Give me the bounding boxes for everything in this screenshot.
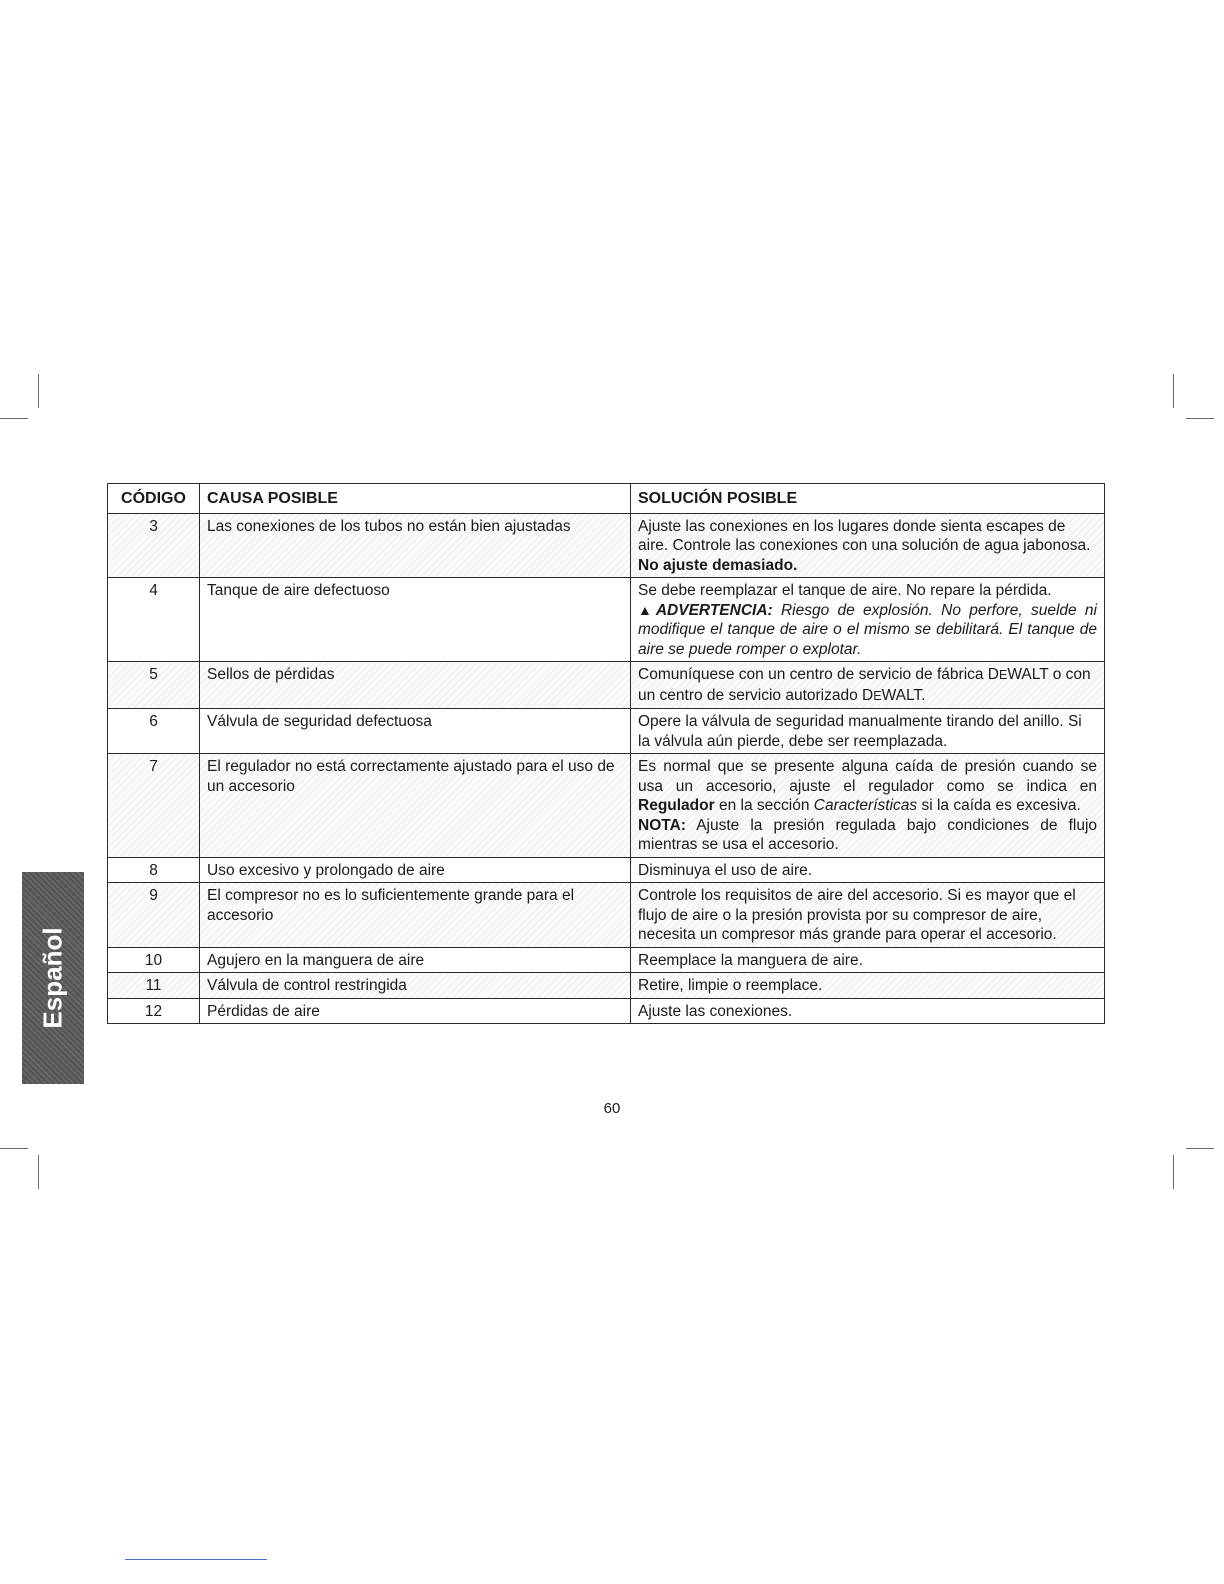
solution-emphasis: Regulador [638,797,715,814]
row-code: 12 [108,998,200,1024]
table-row [108,754,1105,858]
solution-text: Es normal que se presente alguna caída de presión cuando se usa un accesorio, ajuste el regulador como se indica en [638,758,1097,795]
table-row [108,662,1105,709]
row-solution: Disminuya el uso de aire. [631,857,1105,883]
row-cause: Uso excesivo y prolongado de aire [200,857,631,883]
table-row [108,947,1105,973]
row-code: 8 [108,857,200,883]
header-solution: SOLUCIÓN POSIBLE [631,484,1105,514]
row-cause: Válvula de seguridad defectuosa [200,709,631,754]
solution-text: Comuníquese con un centro de servicio de fábrica D [638,666,1000,683]
solution-text: si la caída es excesiva. [921,797,1081,814]
table-row [108,857,1105,883]
warning-text: Riesgo de explosión. No perfore, suelde ni modifique el tanque de aire o el mismo se debilitará. El tanque de aire se puede romper o explotar. [638,601,1097,658]
table-row [108,883,1105,948]
solution-emphasis: No ajuste demasiado. [638,556,798,574]
warning-icon: ▲ [638,601,656,618]
language-tab [22,872,84,1084]
crop-mark [1173,374,1174,408]
row-cause: Válvula de control restringida [200,973,631,999]
table-row [108,973,1105,999]
row-solution: Controle los requisitos de aire del accesorio. Si es mayor que el flujo de aire o la presión provista por su compresor de aire, necesita un compresor más grande para operar el accesorio. [631,883,1105,948]
row-cause: Pérdidas de aire [200,998,631,1024]
row-code: 9 [108,883,200,948]
crop-mark [1173,1155,1174,1189]
table-row [108,998,1105,1024]
troubleshooting-table [107,483,1105,1024]
row-code: 4 [108,578,200,662]
solution-text: WALT. [881,686,926,704]
row-code: 3 [108,513,200,578]
crop-mark [38,1155,39,1189]
row-solution: Opere la válvula de seguridad manualmente tirando del anillo. Si la válvula aún pierde, debe ser reemplazada. [631,709,1105,754]
row-solution: Retire, limpie o reemplace. [631,973,1105,999]
row-cause: Las conexiones de los tubos no están bien ajustadas [200,513,631,578]
language-tab-label: Español [37,927,68,1029]
crop-mark [0,418,28,419]
note-text: Ajuste la presión regulada bajo condiciones de flujo mientras se usa el accesorio. [638,816,1098,853]
note-label: NOTA: [638,816,686,834]
warning-label: ADVERTENCIA: [655,601,773,619]
row-code: 5 [108,662,200,709]
row-solution: Ajuste las conexiones. [631,998,1105,1024]
brand-small-cap: E [873,688,882,703]
crop-mark [38,374,39,408]
row-solution [631,754,1105,858]
footer-rule [125,1559,267,1560]
row-solution [631,662,1105,709]
header-code: CÓDIGO [108,484,200,514]
row-code: 10 [108,947,200,973]
table-header-row [108,484,1105,514]
header-cause: CAUSA POSIBLE [200,484,631,514]
row-code: 6 [108,709,200,754]
row-solution: Reemplace la manguera de aire. [631,947,1105,973]
solution-text: Se debe reemplazar el tanque de aire. No repare la pérdida. [638,582,1052,599]
table-row [108,578,1105,662]
row-code: 11 [108,973,200,999]
crop-mark [1186,418,1214,419]
solution-text: Ajuste las conexiones en los lugares donde sienta escapes de aire. Controle las conexiones con una solución de agua jabonosa. [638,517,1091,554]
solution-text: en la sección [718,797,810,814]
row-cause: Tanque de aire defectuoso [200,578,631,662]
row-solution [631,513,1105,578]
row-code: 7 [108,754,200,858]
page-number: 60 [603,1100,621,1117]
table-row [108,513,1105,578]
table-row [108,709,1105,754]
solution-italic: Características [813,797,918,814]
crop-mark [1186,1148,1214,1149]
row-cause: El regulador no está correctamente ajustado para el uso de un accesorio [200,754,631,858]
crop-mark [0,1148,28,1149]
row-cause: El compresor no es lo suficientemente grande para el accesorio [200,883,631,948]
row-solution [631,578,1105,662]
solution-text: WALT o con un centro de servicio autorizado D [638,666,1091,704]
brand-small-cap: E [999,668,1008,682]
row-cause: Agujero en la manguera de aire [200,947,631,973]
row-cause: Sellos de pérdidas [200,662,631,709]
